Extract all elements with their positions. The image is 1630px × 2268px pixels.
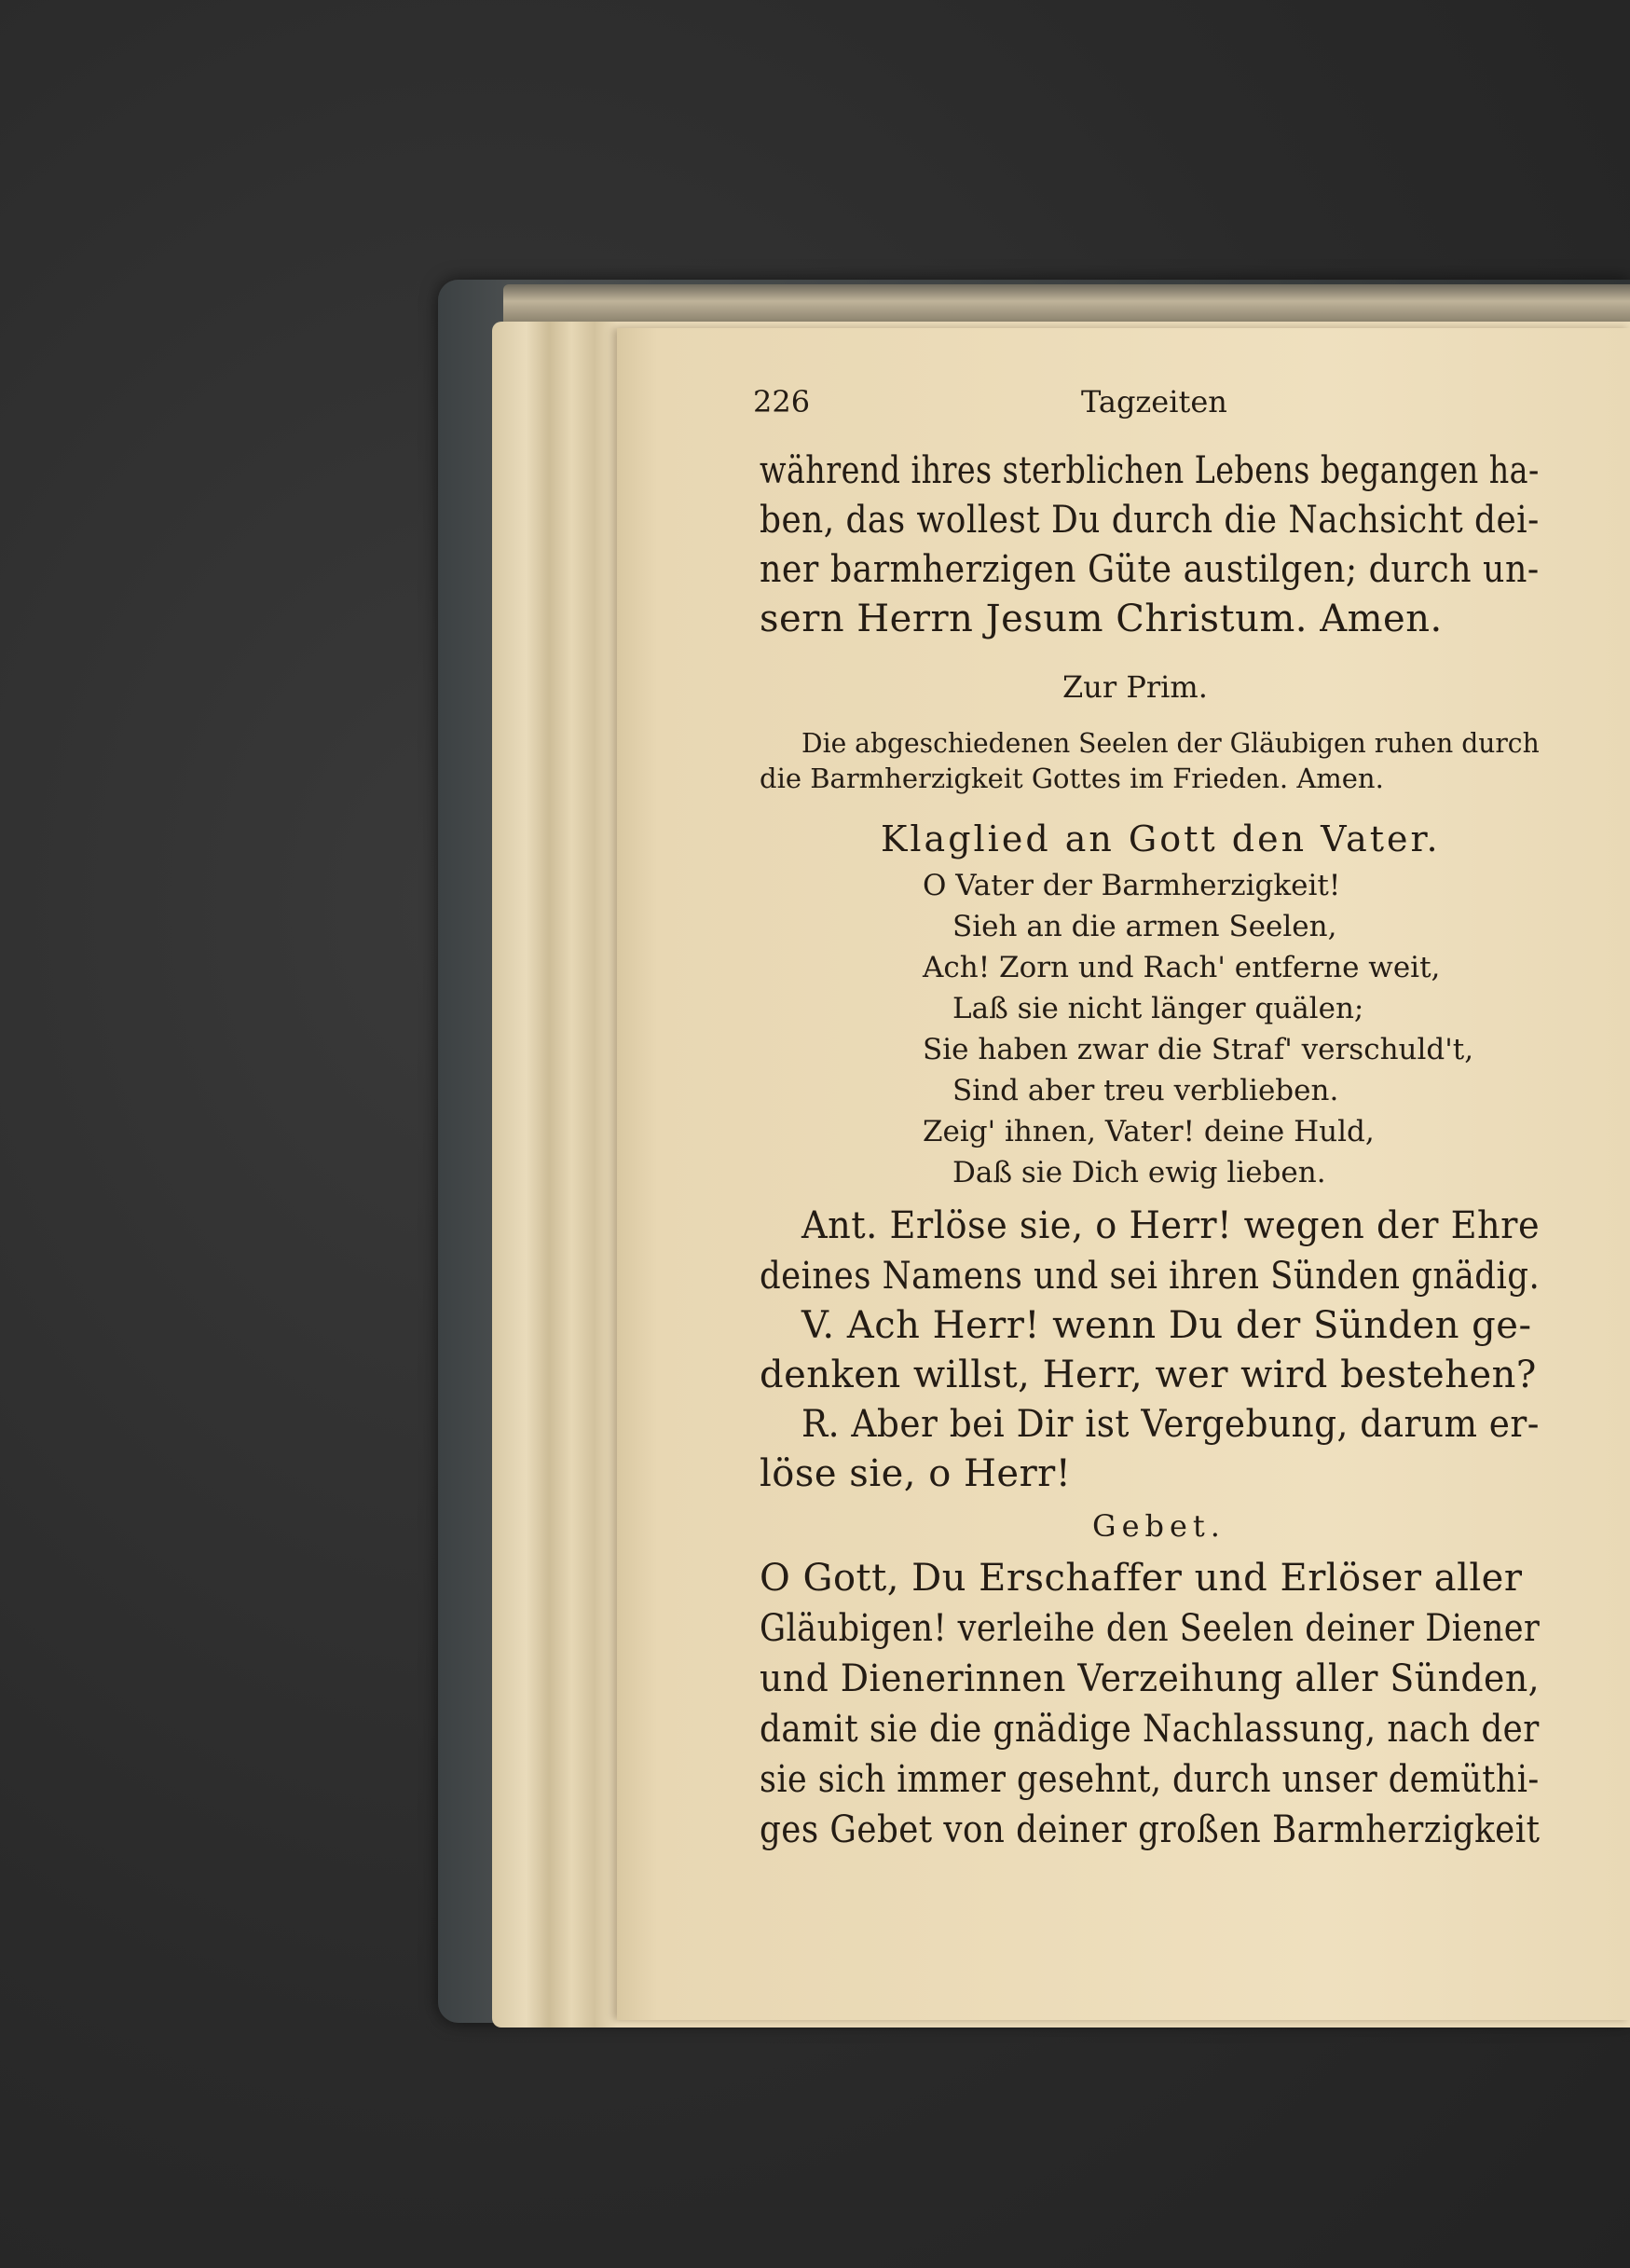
text-line: löse sie, o Herr!	[760, 1452, 1072, 1495]
hymn-line: Sieh an die armen Seelen,	[952, 910, 1337, 943]
text-line: sie sich immer gesehnt, durch unser demüthi-	[760, 1758, 1540, 1801]
hymn-line: O Vater der Barmherzigkeit!	[923, 869, 1341, 902]
text-line: R. Aber bei Dir ist Vergebung, darum er-	[801, 1403, 1540, 1446]
text-line: ner barmherzigen Güte austilgen; durch un-	[760, 548, 1540, 591]
text-line: ges Gebet von deiner großen Barmherzigkeit	[760, 1808, 1541, 1851]
hymn-line: Sind aber treu verblieben.	[952, 1074, 1339, 1107]
hymn-line: Laß sie nicht länger quälen;	[952, 992, 1364, 1025]
page-number: 226	[753, 384, 811, 419]
hymn-title: Klaglied an Gott den Vater.	[881, 818, 1441, 859]
section-heading: Gebet.	[1092, 1508, 1226, 1544]
book-spine-edge	[503, 284, 1630, 322]
section-heading: Zur Prim.	[1062, 669, 1208, 705]
text-line: Gläubigen! verleihe den Seelen deiner Diener	[760, 1607, 1541, 1650]
hymn-line: Sie haben zwar die Straf' verschuld't,	[923, 1033, 1474, 1066]
text-line: V. Ach Herr! wenn Du der Sünden ge-	[801, 1304, 1532, 1347]
text-line: die Barmherzigkeit Gottes im Frieden. Amen.	[760, 763, 1384, 794]
text-line: Ant. Erlöse sie, o Herr! wegen der Ehre	[801, 1204, 1541, 1247]
running-head: Tagzeiten	[1081, 384, 1227, 419]
hymn-line: Ach! Zorn und Rach' entferne weit,	[923, 951, 1441, 984]
text-line: Die abgeschiedenen Seelen der Gläubigen ruhen durch	[801, 727, 1540, 759]
text-line: und Dienerinnen Verzeihung aller Sünden,	[760, 1657, 1541, 1700]
text-line: deines Namens und sei ihren Sünden gnädig.	[760, 1255, 1541, 1298]
text-line: denken willst, Herr, wer wird bestehen?	[760, 1354, 1537, 1396]
hymn-line: Daß sie Dich ewig lieben.	[952, 1156, 1326, 1189]
text-line: sern Herrn Jesum Christum. Amen.	[760, 598, 1443, 640]
text-line: damit sie die gnädige Nachlassung, nach der	[760, 1708, 1540, 1751]
hymn-line: Zeig' ihnen, Vater! deine Huld,	[923, 1115, 1375, 1148]
text-line: O Gott, Du Erschaffer und Erlöser aller	[760, 1557, 1523, 1600]
text-line: während ihres sterblichen Lebens begangen ha-	[760, 449, 1540, 492]
text-line: ben, das wollest Du durch die Nachsicht dei-	[760, 499, 1540, 542]
